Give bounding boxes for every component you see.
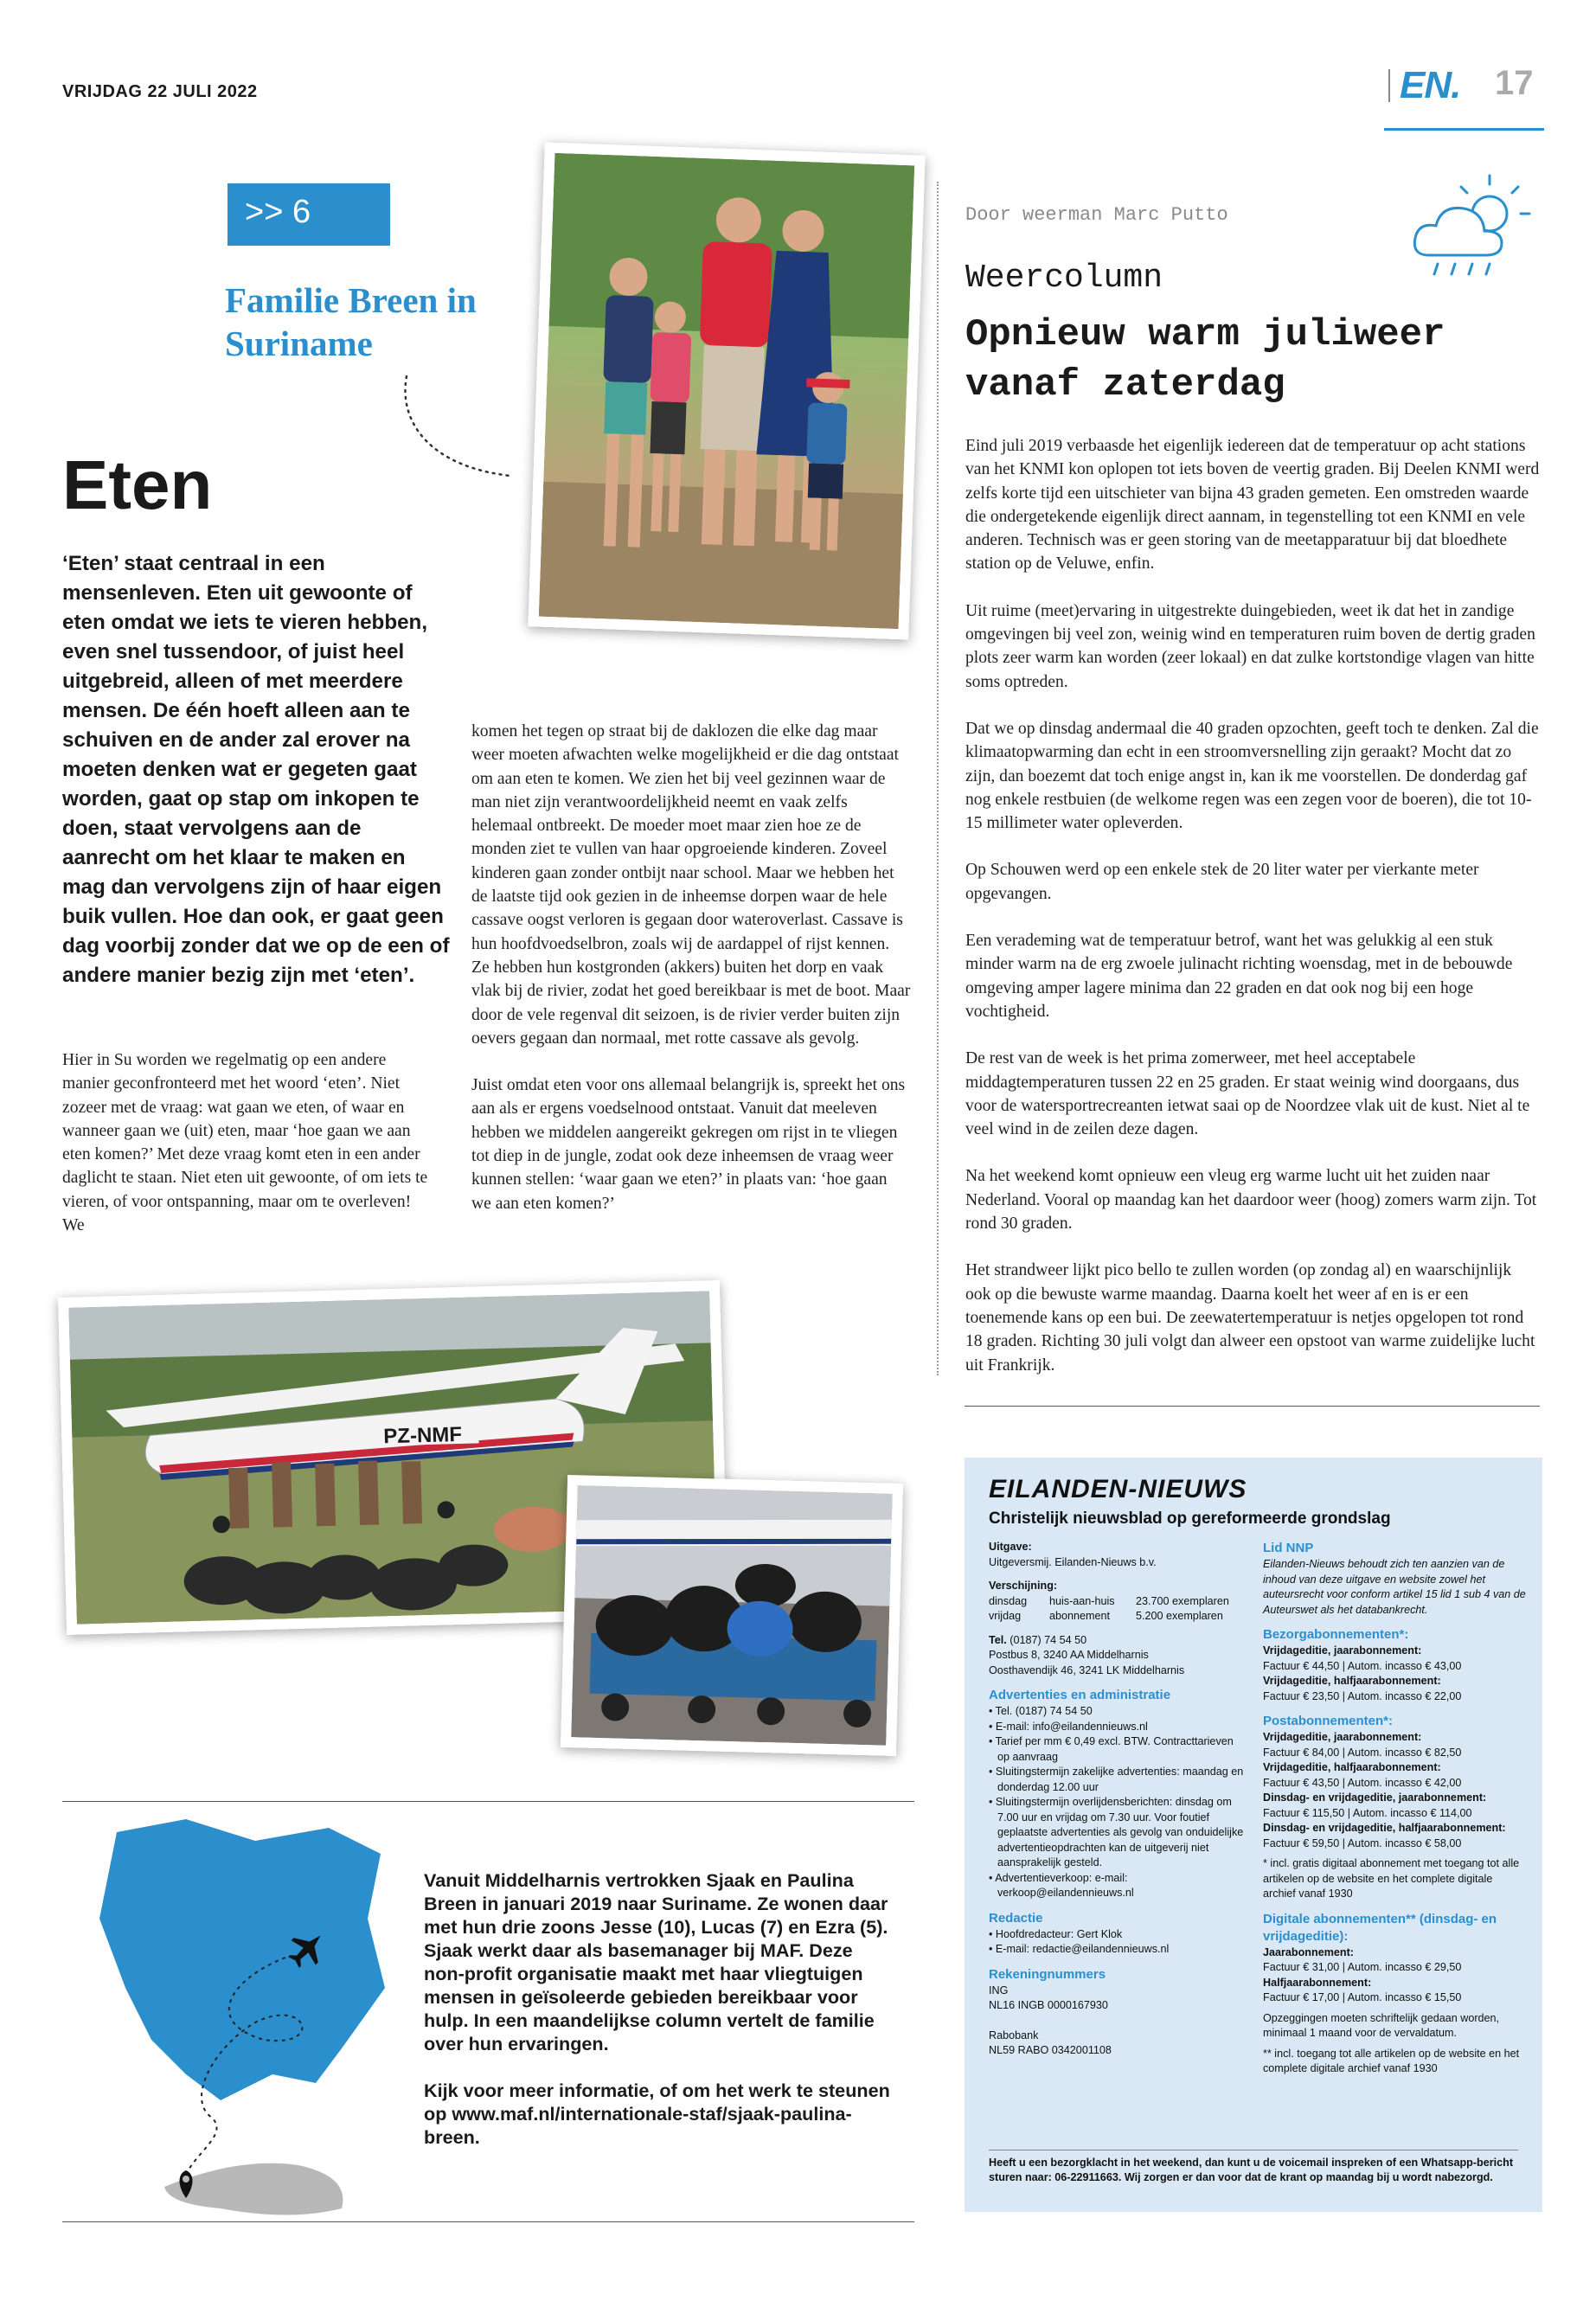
bank-line: NL59 RABO 0342001108 — [989, 2044, 1112, 2056]
header-rule — [1384, 128, 1544, 131]
price-line: Factuur € 115,50 | Autom. incasso € 114,00 — [1263, 1806, 1472, 1819]
header-separator — [1388, 69, 1390, 102]
author-bio — [424, 1868, 891, 2172]
price-line: Factuur € 84,00 | Autom. incasso € 82,50 — [1263, 1746, 1462, 1759]
weather-byline: Door weerman Marc Putto — [965, 204, 1228, 226]
series-title: Familie Breen in Suriname — [225, 280, 477, 363]
adv-item: • Tel. (0187) 74 54 50 — [989, 1705, 1093, 1717]
weather-paragraph: De rest van de week is het prima zomerweer, met heel acceptabele middagtemperaturen tussen 22 en 25 graden. Er staat weinig wind doorgaans, dus voor de watersportrecreanten ietwat saai op de Noordzee vlak uit de kust. Niet al te veel wind in de zeilen deze dagen. — [965, 1049, 1530, 1139]
article-heading: Eten — [62, 446, 213, 523]
bank-line: ING — [989, 1984, 1009, 1997]
price-line: Factuur € 17,00 | Autom. incasso € 15,50 — [1263, 1991, 1462, 2003]
price-line: Factuur € 23,50 | Autom. incasso € 22,00 — [1263, 1689, 1462, 1702]
adv-item: • Advertentieverkoop: e-mail: verkoop@eilandennieuws.nl — [989, 1871, 1134, 1899]
colophon-logo: EILANDEN-NIEUWS — [989, 1475, 1247, 1503]
colophon-left-column — [989, 1540, 1248, 2067]
delivery-complaint-note: Heeft u een bezorgklacht in het weekend, dan kunt u de voicemail inspreken of een Whatsapp-bericht sturen naar: 06-22911663. Wij zorgen er dan voor dat de krant op maandag bij u wordt nabezorgd. — [989, 2150, 1518, 2185]
colophon-right-column: Lid NNP Eilanden-Nieuws behoudt zich ten aanzien van de inhoud van deze uitgave en website zowel het auteursrecht voor conform artikel 15 lid 1 sub 4 van de Auteurswet als het databankrecht. Bezorgabonnementen*: Vrijdageditie, jaarabonnement: Factuur € 44,50 | Autom. incasso € 43,00 Vrijdageditie, halfjaarabonnement: Factuur € 23,50 | Autom. incasso € 22,00 Postabonnementen*: Vrijdageditie, jaarabonnement: Factuur € 84,00 | Autom. incasso € 82,50 Vrijdageditie, halfjaarabonnement: Factuur € 43,50 | Autom. incasso € 42,00 Dinsdag- en vrijdageditie, jaarabonnement: Factuur € 115,50 | Autom. incasso € 114,00 Dinsdag- en vrijdageditie, halfjaarabonnement: Factuur € 59,50 | Autom. incasso € 58,00 * incl. gratis digitaal abonnement met toegang tot alle artikelen op de website en het complete digitale archief vanaf 1930 Digitale abonnementen** (dinsdag- en vrijdageditie): Jaarabonnement: Factuur € 31,00 | Autom. incasso € 29,50 Halfjaarabonnement: Factuur € 17,00 | Autom. incasso € 15,50 Opzeggingen moeten schriftelijk gedaan worden, minimaal 1 maand voor de vervaldatum. ** incl. toegang tot alle artikelen op de website en het complete digitale archief vanaf 1930 — [1263, 1540, 1527, 2086]
weather-body — [965, 434, 1541, 1400]
cancellation-note: Opzeggingen moeten schriftelijk gedaan worden, minimaal 1 maand voor de vervaldatum. — [1263, 2011, 1500, 2039]
column-divider — [937, 182, 939, 1375]
verschijning-label: Verschijning: — [989, 1580, 1058, 1592]
price-line: Factuur € 43,50 | Autom. incasso € 42,00 — [1263, 1776, 1462, 1789]
weather-paragraph: Eind juli 2019 verbaasde het eigenlijk iedereen dat de temperatuur op acht stations van het KNMI kon oplopen tot iets boven de veertig graden. Bij Deelen KNMI werd zelfs korte tijd een uitschieter van bijna 43 graden gemeten. Een omstreden waarde die ondergetekende eigenlijk direct aannam, in tegenstelling tot een KNMI en vele anderen. Technisch was er geen storing van de meetapparatuur bij dat bloedhete station op de Veluwe, enfin. — [965, 437, 1540, 574]
redactie-item: • E-mail: redactie@eilandennieuws.nl — [989, 1943, 1170, 1955]
digital-note: ** incl. toegang tot alle artikelen op de website en het complete digitale archief vanaf 1930 — [1263, 2047, 1520, 2074]
edition-row: vrijdag abonnement 5.200 exemplaren — [989, 1610, 1223, 1622]
cart-illustration — [571, 1485, 892, 1745]
uitgave-label: Uitgave: — [989, 1541, 1032, 1553]
map-suriname-to-curacao — [82, 1815, 420, 2221]
adv-item: • Sluitingstermijn overlijdensberichten: dinsdag om 7.00 uur en vrijdag om 7.30 uur. Voor foutief geplaatste advertenties als gevolg van onduidelijke advertentieopdrachten kan de uitgeverij niet aansprakelijk gesteld. — [989, 1796, 1244, 1868]
article-column-2 — [471, 720, 911, 1239]
postal-address: Postbus 8, 3240 AA Middelharnis — [989, 1649, 1149, 1661]
adv-item: • E-mail: info@eilandennieuws.nl — [989, 1720, 1148, 1733]
redactie-item: • Hoofdredacteur: Gert Klok — [989, 1927, 1123, 1940]
bio-paragraph: Vanuit Middelharnis vertrokken Sjaak en Paulina Breen in januari 2019 naar Suriname. Ze wonen daar met hun drie zoons Jesse (10), Lucas (7) en Ezra (5). Sjaak werkt daar als basemanager bij MAF. Deze non-profit organisatie maakt met haar vliegtuigen mensen in geïsoleerde gebieden bereikbaar voor hulp. In een maandelijkse column vertelt de familie over hun ervaringen. — [424, 1869, 888, 2054]
series-number-badge: >> 6 — [228, 183, 390, 246]
dotted-arrow-decoration — [398, 372, 519, 484]
weather-paragraph: Uit ruime (meet)ervaring in uitgestrekte duingebieden, weet ik dat het in zandige omgevingen bij veel zon, weinig wind en temperaturen ruim boven de dertig graden plots zeer warm kan worden (zeer lokaal) en dat zulke kortstondige vlagen van hitte soms optreden. — [965, 601, 1535, 691]
plane-registration: PZ-NMF — [383, 1422, 463, 1449]
bank-line: Rabobank — [989, 2029, 1039, 2041]
publisher: Uitgeversmij. Eilanden-Nieuws b.v. — [989, 1555, 1157, 1568]
article-column-1: Hier in Su worden we regelmatig op een andere manier geconfronteerd met het woord ‘eten’. Niet zozeer met de vraag: wat gaan we eten, of waar en wanneer gaan we (uit) eten, maar ‘hoe gaan we aan eten komen?’ Met deze vraag komt eten in een ander daglicht te staan. Niet eten uit gewoonte, of om iets te vieren, of voor ontspanning, maar om te overleven! We — [62, 1051, 428, 1235]
article-paragraph: komen het tegen op straat bij de daklozen die elke dag maar weer moeten afwachten welke mogelijkheid er die dag ontstaat om aan eten te komen. We zien het bij veel gezinnen waar de man niet zijn verantwoordelijkheid neemt en vaak zelfs helemaal ontbreekt. De moeder moet maar zien hoe ze de monden ziet te vullen van haar opgroeiende kinderen. Zoveel kinderen gaan zonder ontbijt naar school. Maar we hebben het de laatste tijd ook gezien in de inheemse dorpen waar de hele cassave oogst verloren is gegaan door wateroverlast. Cassave is hun hoofdvoedselbron, zoals wij de aardappel of rijst kennen. Ze hebben hun kostgronden (akkers) buiten het dorp en vaak vlak bij de rivier, zodat het goed bereikbaar is met de boot. Maar door de vele regenval dit seizoen, is de rivier verder buiten zijn oevers gegaan dan normaal, met rotte cassave als gevolg. — [471, 722, 911, 1048]
colophon-tagline: Christelijk nieuwsblad op gereformeerde grondslag — [989, 1509, 1391, 1528]
weather-kicker: Weercolumn — [965, 260, 1163, 297]
weather-paragraph: Op Schouwen werd op een enkele stek de 20 liter water per vierkante meter opgevangen. — [965, 861, 1479, 903]
nnp-heading: Lid NNP — [1263, 1541, 1314, 1555]
family-illustration — [539, 153, 914, 629]
weather-paragraph: Na het weekend komt opnieuw een vleug erg warme lucht uit het zuiden naar Nederland. Vooral op maandag kan het daardoor weer (hoog) zomers warm zijn. Tot rond 30 graden. — [965, 1167, 1537, 1234]
colophon-box — [965, 1458, 1542, 2212]
newspaper-logo: EN. — [1400, 64, 1461, 106]
price-line: Factuur € 31,00 | Autom. incasso € 29,50 — [1263, 1961, 1462, 1973]
cargo-cart-photo — [561, 1475, 903, 1756]
weather-paragraph: Een verademing wat de temperatuur betrof, want het was gelukkig al een stuk minder warm na de erg zwoele julinacht richting woensdag, met in de bebouwde omgeving amper lagere minima dan 22 graden en dat ook nog bij een hoge vochtigheid. — [965, 932, 1513, 1021]
tel-label: Tel. — [989, 1633, 1007, 1646]
redactie-heading: Redactie — [989, 1910, 1043, 1926]
bank-spacer — [989, 2014, 1248, 2029]
weather-paragraph: Het strandweer lijkt pico bello te zullen worden (op zondag al) en waarschijnlijk ook op die bewuste warme maandag. Daarna koelt het weer af en is er een toenemende kans op een bui. De zeewatertemperatuur is netjes opgelopen tot rond 18 graden. Richting 30 juli volgt dan alweer een opstoot van warme zuidelijke lucht uit Frankrijk. — [965, 1261, 1535, 1375]
street-address: Oosthavendijk 46, 3241 LK Middelharnis — [989, 1663, 1185, 1676]
adv-heading: Advertenties en administratie — [989, 1688, 1171, 1702]
section-rule — [965, 1406, 1540, 1407]
edition-row: dinsdag huis-aan-huis 23.700 exemplaren — [989, 1594, 1229, 1607]
article-paragraph: Juist omdat eten voor ons allemaal belangrijk is, spreekt het ons aan als er ergens voedselnood ontstaat. Vanuit dat meeleven hebben we middelen aangereikt gekregen om rijst in te vliegen tot diep in de jungle, zodat ook deze inheemsen de vraag weer kunnen stellen: ‘waar gaan we eten?’ in plaats van: ‘hoe gaan we aan eten komen?’ — [471, 1076, 906, 1213]
digital-heading: Digitale abonnementen** (dinsdag- en vrijdageditie): — [1263, 1911, 1497, 1944]
issue-date: VRIJDAG 22 JULI 2022 — [62, 82, 258, 101]
sun-cloud-rain-icon — [1410, 169, 1531, 281]
bio-link-paragraph: Kijk voor meer informatie, of om het werk te steunen op www.maf.nl/internationale-staf/sjaak-paulina-breen. — [424, 2080, 890, 2148]
copyright-notice: Eilanden-Nieuws behoudt zich ten aanzien van de inhoud van deze uitgave en website zowel het auteursrecht voor conform artikel 15 lid 1 sub 4 van de Auteurswet als het databankrecht. — [1263, 1558, 1526, 1616]
phone-number: (0187) 74 54 50 — [1010, 1633, 1087, 1646]
section-rule — [62, 1801, 914, 1802]
price-line: Factuur € 44,50 | Autom. incasso € 43,00 — [1263, 1659, 1462, 1672]
price-line: Factuur € 59,50 | Autom. incasso € 58,00 — [1263, 1836, 1462, 1849]
article-intro: ‘Eten’ staat centraal in een mensenleven. Eten uit gewoonte of eten omdat we iets te vieren hebben, even snel tussendoor, of juist heel uitgebreid, alleen of met meerdere mensen. De één hoeft alleen aan te schuiven en de ander zal erover na moeten denken wat er gegeten gaat worden, gaat op stap om inkopen te doen, staat vervolgens aan de aanrecht om het klaar te maken en mag dan vervolgens zijn of haar eigen buik vullen. Hoe dan ook, er gaat geen dag voorbij zonder dat we op de een of andere manier bezig zijn met ‘eten’. — [62, 552, 450, 987]
page-number: 17 — [1495, 64, 1534, 102]
family-photo — [528, 142, 925, 639]
adv-item: • Tarief per mm € 0,49 excl. BTW. Contracttarieven op aanvraag — [989, 1735, 1234, 1763]
bezorg-heading: Bezorgabonnementen*: — [1263, 1627, 1409, 1642]
bank-line: NL16 INGB 0000167930 — [989, 1999, 1108, 2011]
weather-paragraph: Dat we op dinsdag andermaal die 40 graden opzochten, geeft toch te denken. Zal die klimaatopwarming dan echt in een stroomversnelling zijn geraakt? Mocht dat zo zijn, dan boezemt dat toch enige angst in, kan ik me voorstellen. De donderdag gaf nog enkele restbuien (de welkome regen was een zegen voor de boeren), die tot 10-15 millimeter water opleverden. — [965, 719, 1539, 833]
post-heading: Postabonnementen*: — [1263, 1714, 1394, 1728]
rekening-heading: Rekeningnummers — [989, 1966, 1106, 1982]
weather-headline: Opnieuw warm juliweer vanaf zaterdag — [965, 313, 1445, 407]
adv-item: • Sluitingstermijn zakelijke advertenties: maandag en donderdag 12.00 uur — [989, 1766, 1244, 1793]
section-rule — [62, 2221, 914, 2222]
post-note: * incl. gratis digitaal abonnement met toegang tot alle artikelen op de website en het complete digitale archief vanaf 1930 — [1263, 1857, 1520, 1900]
